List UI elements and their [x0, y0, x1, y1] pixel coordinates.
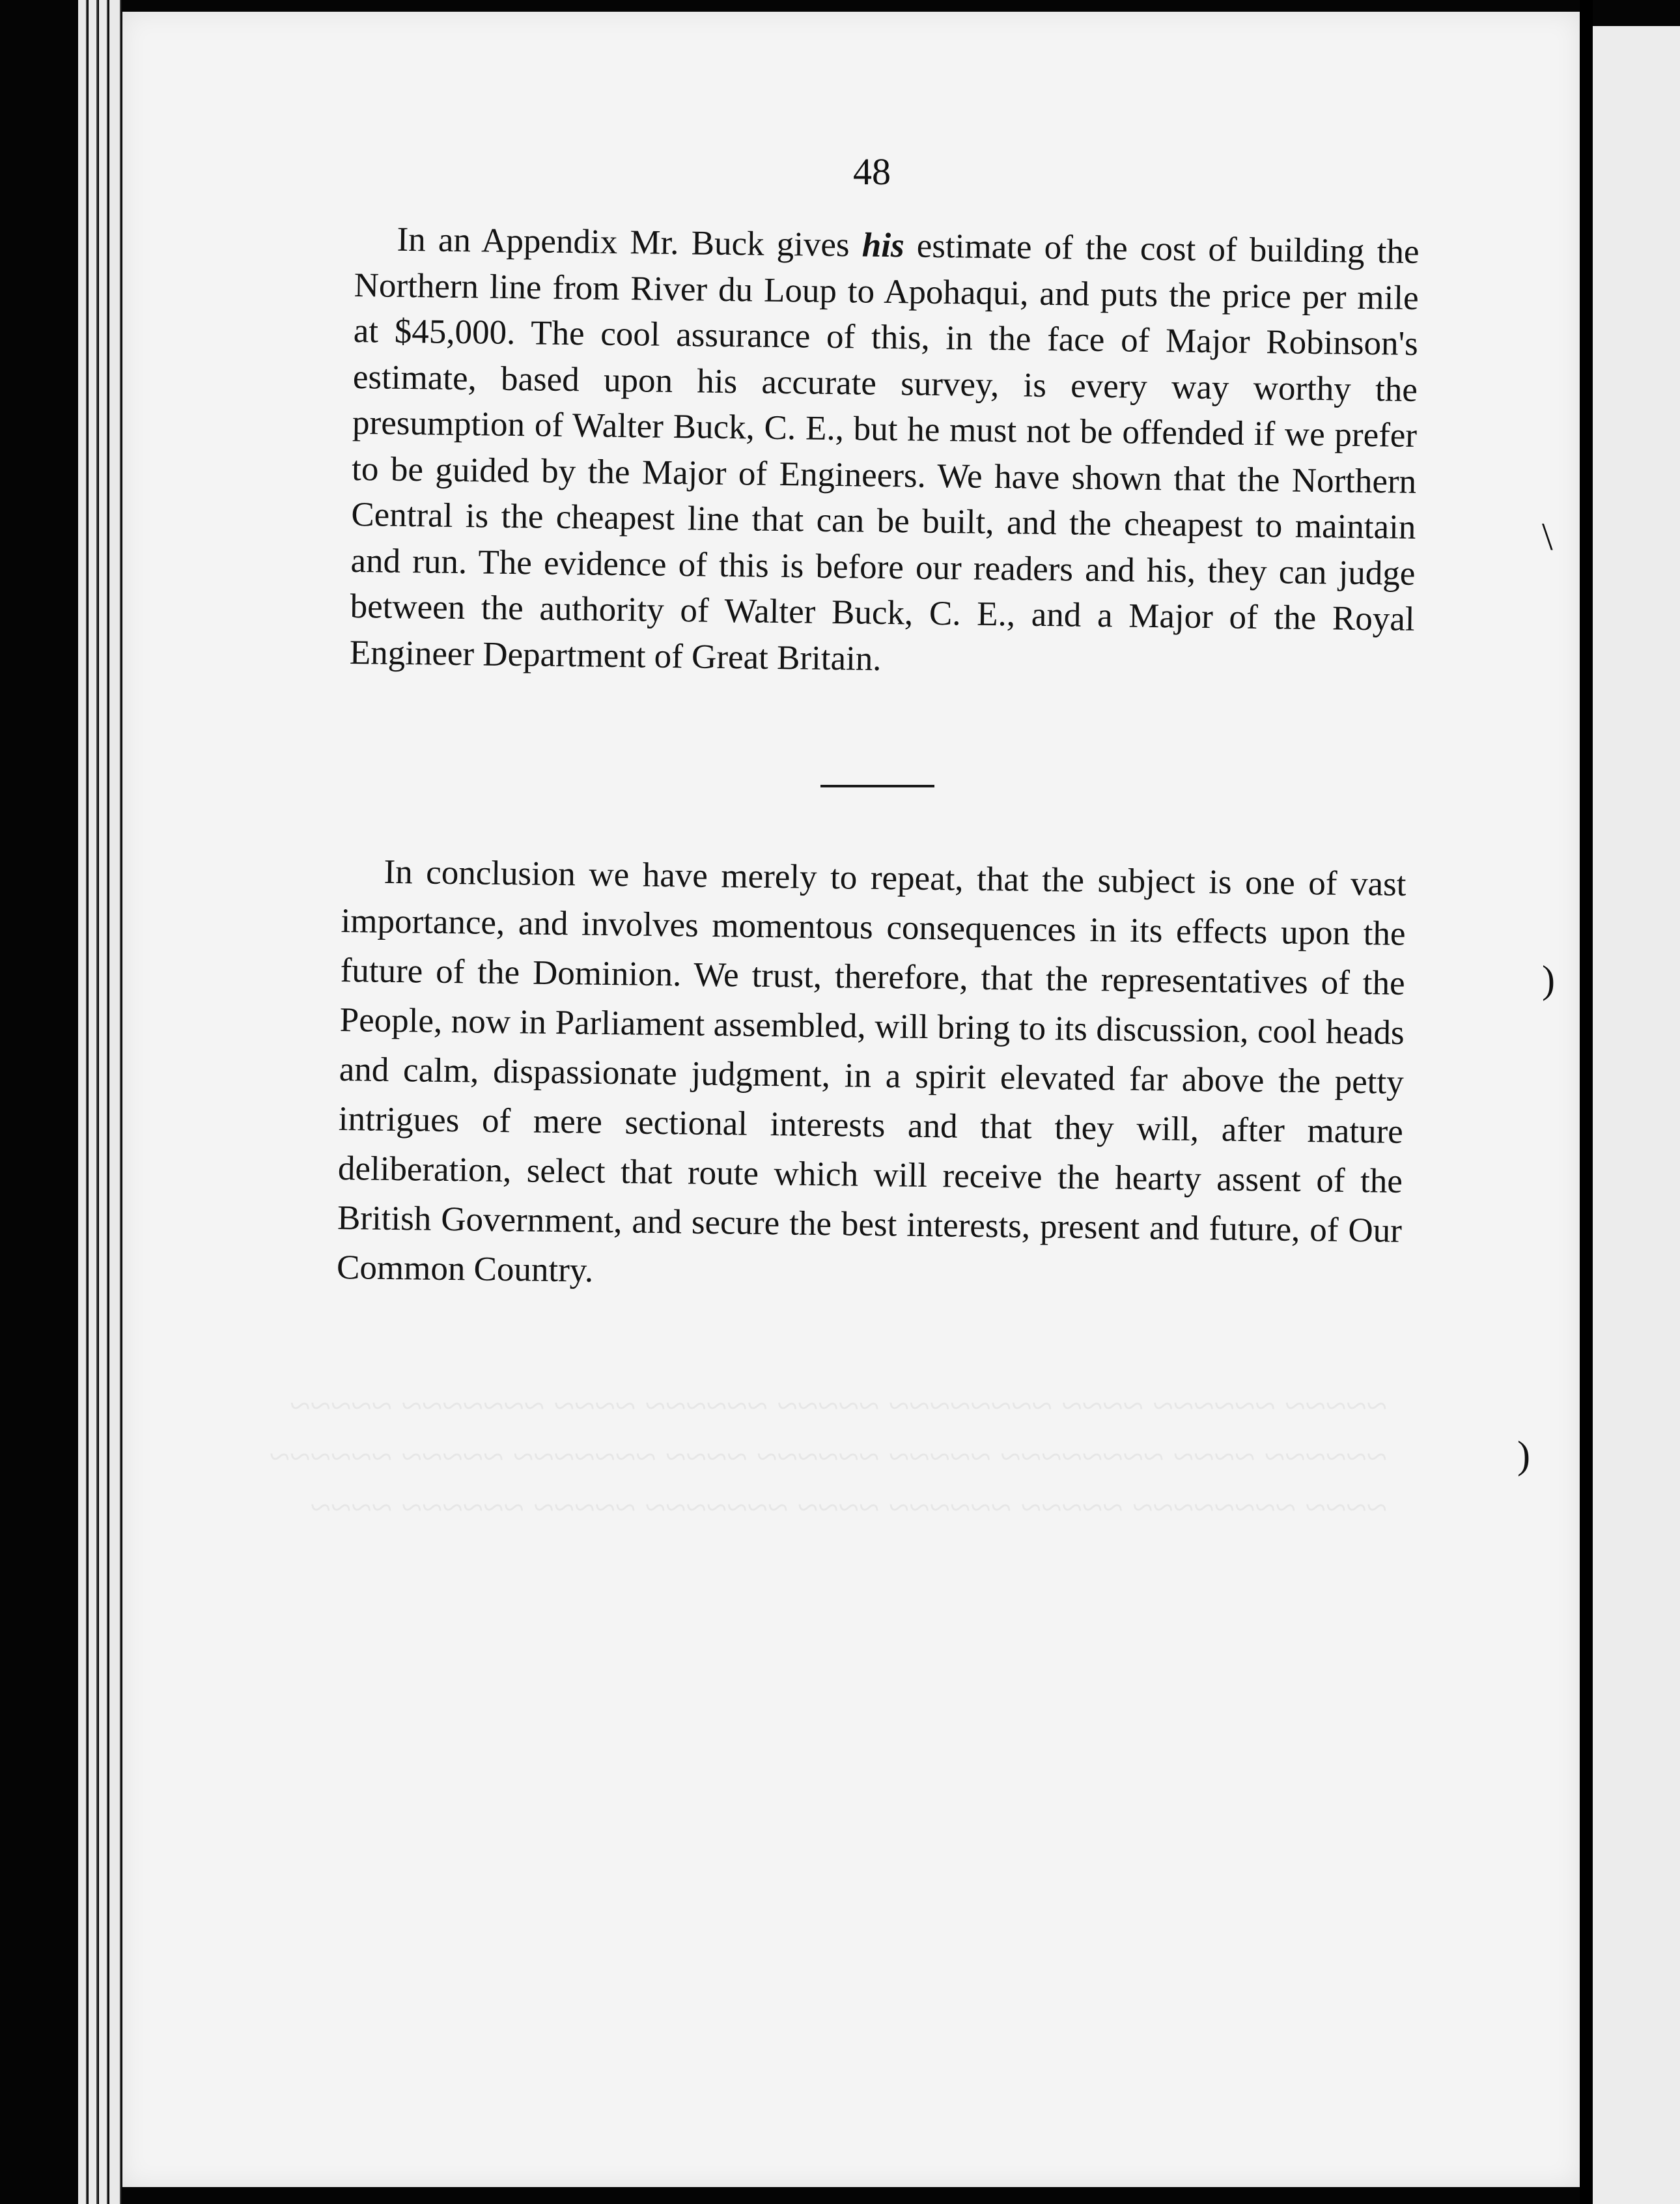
- emphasized-word: his: [861, 226, 905, 265]
- paragraph-text: In an Appendix Mr. Buck gives: [397, 220, 863, 264]
- section-separator: [820, 785, 934, 787]
- paragraph-appendix: [349, 216, 1419, 688]
- margin-mark: ): [1517, 1434, 1530, 1476]
- show-through-texture: ~~~~~ ~~~~~~ ~~~~ ~~~~~~~~ ~~~~~ ~~~~~~ ~~~~ ~~~~~~~ ~~~~~ ~~~~~~ ~~~~ ~~~~~~~~ ~~~~~ ~~~~~~ ~~~~ ~~~~~~~ ~~~~~ ~~~~~~ ~~~~ ~~~~~~~~ ~~~~~ ~~~~~~ ~~~~ ~~~~~~~ ~~~~~ ~~~~~~ ~~~~: [269, 1385, 1387, 1529]
- page-number: 48: [853, 150, 891, 193]
- facing-page-edge: [1593, 26, 1680, 2204]
- page-edge: [109, 0, 121, 2204]
- page-edge: [99, 0, 108, 2204]
- paragraph-conclusion: In conclusion we have merely to repeat, that the subject is one of vast importance, and involves momentous consequences in its effects upon the future of the Dominion. We trust, therefore, that the representatives of the People, now in Parliament assembled, will bring to its discussion, cool heads and calm, dispassionate judgment, in a spirit elevated far above the petty intrigues of mere sectional interests and that they will, after mature deliberation, select that route which will receive the hearty assent of the British Government, and secure the best interests, present and future, of Our Common Country.: [336, 853, 1407, 1290]
- margin-mark: ): [1542, 958, 1555, 1001]
- margin-mark: \: [1542, 515, 1553, 558]
- paragraph-text: estimate of the cost of building the Northern line from River du Loup to Apohaqui, and puts the price per mile at $45,000. The cool assurance of this, in the face of Major Robinson's estimate, based upon his accurate survey, is every way worthy the presumption of Walter Buck, C. E., but he must not be offended if we prefer to be guided by the Major of Engineers. We have shown that the Northern Central is the cheapest line that can be built, and the cheapest to maintain and run. The evidence of this is before our readers and his, they can judge between the authority of Walter Buck, C. E., and a Major of the Royal Engineer Department of Great Britain.: [349, 227, 1420, 678]
- page-edge: [78, 0, 87, 2204]
- gutter-shadow: [1580, 0, 1593, 2204]
- page-edge: [89, 0, 98, 2204]
